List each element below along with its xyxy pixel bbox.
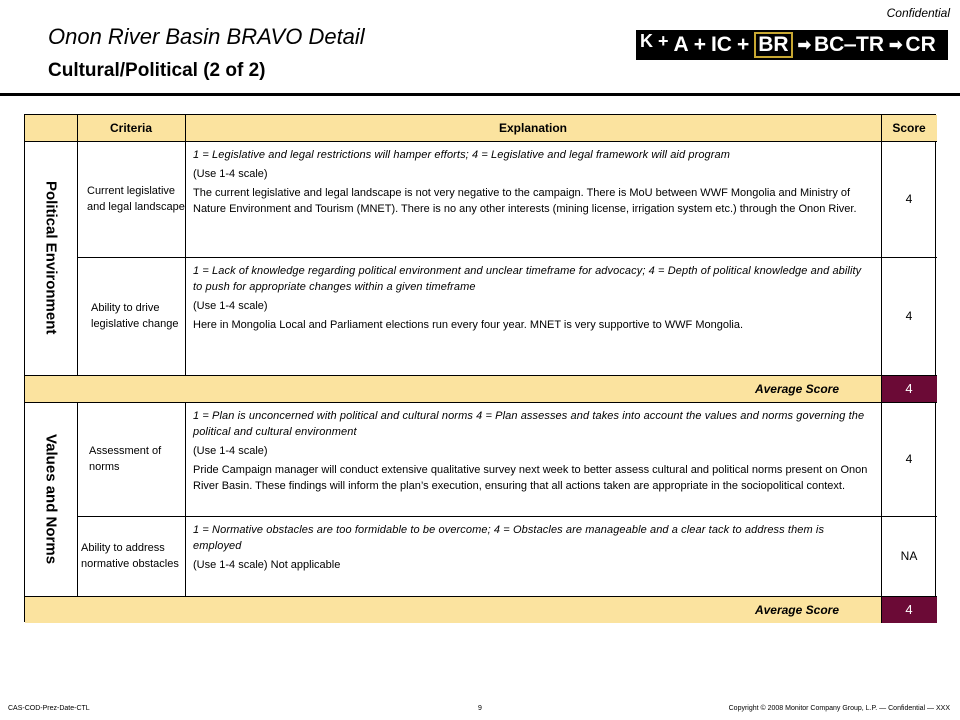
score-cell: NA <box>900 549 918 563</box>
banner-ic: IC <box>710 33 732 56</box>
score-cell: 4 <box>905 192 913 206</box>
grid-line <box>25 375 937 376</box>
bravo-banner <box>636 30 948 60</box>
banner-cr: CR <box>905 33 936 56</box>
definition-text: 1 = Plan is unconcerned with political and cultural norms 4 = Plan assesses and takes into account the values and norms governing the political and cultural environment <box>193 410 865 438</box>
explanation-cell <box>185 141 881 257</box>
definition-text: 1 = Normative obstacles are too formidable to be overcome; 4 = Obstacles are manageable and a clear tack to address them is employed <box>193 524 825 552</box>
header-explanation: Explanation <box>185 115 881 141</box>
criteria-cell <box>77 141 185 257</box>
explanation-cell <box>185 516 881 596</box>
grid-line <box>77 516 937 517</box>
criteria-cell <box>77 257 185 375</box>
average-label: Average Score <box>754 603 839 617</box>
section-label-political: Political Environment <box>42 181 60 335</box>
criteria-cell <box>77 516 185 596</box>
footer-doc-id: CAS-COD-Prez-Date-CTL <box>8 705 90 712</box>
definition-text: 1 = Legislative and legal restrictions will hamper efforts; 4 = Legislative and legal framework will aid program <box>193 149 731 161</box>
banner-a: A <box>673 33 689 56</box>
grid-line <box>77 402 78 596</box>
header-corner <box>25 115 77 141</box>
section-label-values: Values and Norms <box>42 433 60 565</box>
grid-line <box>77 257 937 258</box>
criteria-text: Ability to address normative obstacles <box>81 542 179 570</box>
detail-text: Here in Mongolia Local and Parliament elections run every four year. MNET is very supportive to WWF Mongolia. <box>193 319 744 331</box>
header-criteria: Criteria <box>77 115 185 141</box>
scale-text: (Use 1-4 scale) <box>193 445 268 457</box>
banner-bc: BC <box>813 33 845 56</box>
grid-line <box>25 402 937 403</box>
banner-k: K <box>640 30 653 51</box>
criteria-cell <box>77 402 185 516</box>
average-score: 4 <box>881 375 937 402</box>
average-row <box>25 596 881 623</box>
banner-dash: ‒ <box>844 33 856 56</box>
slide-title: Onon River Basin BRAVO Detail <box>48 24 365 49</box>
detail-text: Pride Campaign manager will conduct extensive qualitative survey next week to better assess cultural and political norms present on Onon River Basin. These findings will inform the plan’s execution, ensuring that all actions taken are appropriate in the sociopolitical context. <box>193 464 868 492</box>
average-row <box>25 375 881 402</box>
banner-plus: + <box>693 33 706 56</box>
scale-text: (Use 1-4 scale) <box>193 168 268 180</box>
score-cell: 4 <box>905 452 913 466</box>
arrow-right-icon: ➡ <box>797 37 811 54</box>
grid-line <box>25 596 937 597</box>
banner-tr: TR <box>856 33 884 56</box>
title-divider <box>0 93 960 96</box>
score-cell: 4 <box>905 309 913 323</box>
criteria-table <box>24 114 936 622</box>
explanation-cell <box>185 257 881 375</box>
average-score: 4 <box>881 596 937 623</box>
footer-copyright: Copyright © 2008 Monitor Company Group, L.P. — Confidential — XXX <box>728 705 950 712</box>
footer-page-number: 9 <box>478 705 482 712</box>
definition-text: 1 = Lack of knowledge regarding political environment and unclear timeframe for advocacy; 4 = Depth of political knowledge and ability to push for appropriate changes within a given timeframe <box>193 265 862 293</box>
grid-line <box>185 115 186 375</box>
slide-subtitle: Cultural/Political (2 of 2) <box>48 60 266 81</box>
confidential-label: Confidential <box>886 6 950 20</box>
detail-text: The current legislative and legal landscape is not very negative to the campaign. There is MoU between WWF Mongolia and Ministry of Nature Environment and Tourism (MNET). There is no any other interests (mining license, irrigation system etc.) through the Onon River. <box>193 187 857 215</box>
grid-line <box>881 115 882 623</box>
header-score: Score <box>881 115 937 141</box>
criteria-text: Current legislative and legal landscape <box>87 185 185 213</box>
criteria-text: Assessment of norms <box>89 445 162 473</box>
banner-br-highlight: BR <box>754 32 792 58</box>
explanation-cell <box>185 402 881 516</box>
banner-plus: + <box>658 30 669 51</box>
criteria-text: Ability to drive legislative change <box>91 302 179 330</box>
scale-text: (Use 1-4 scale) <box>193 300 268 312</box>
average-label: Average Score <box>754 382 839 396</box>
grid-line <box>77 115 78 375</box>
grid-line <box>25 141 937 142</box>
scale-text: (Use 1-4 scale) Not applicable <box>193 559 341 571</box>
arrow-right-icon: ➡ <box>889 37 903 54</box>
grid-line <box>185 402 186 596</box>
banner-plus: + <box>736 33 750 56</box>
